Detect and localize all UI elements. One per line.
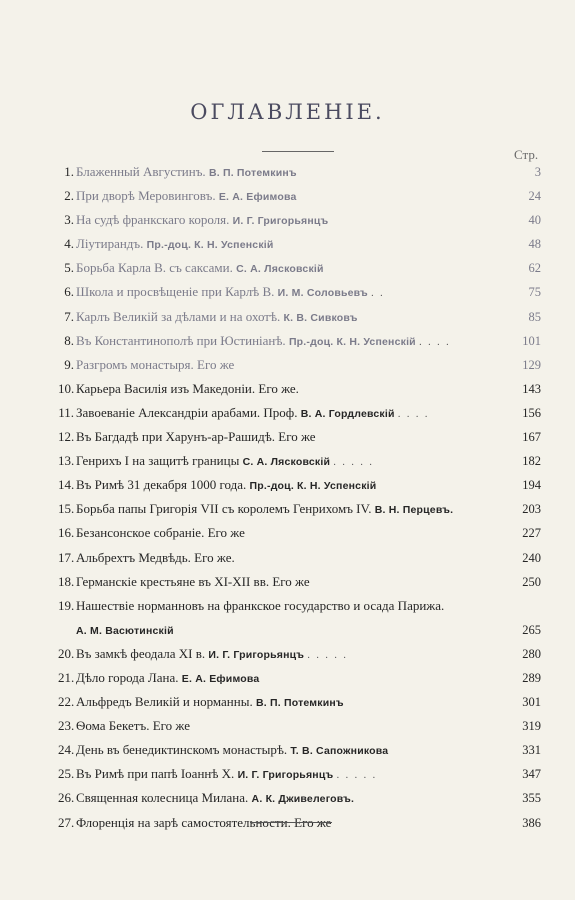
entry-page-number: 194 (522, 478, 541, 493)
entry-page-number: 3 (534, 165, 541, 179)
leader-dots: . . . . . (333, 457, 374, 469)
toc-entry (0, 232, 575, 256)
entry-line (76, 449, 374, 475)
entry-author: И. М. Соловьевъ (277, 287, 368, 300)
entry-number: 18. (58, 573, 75, 589)
entry-title: Германскіе крестьяне въ XI-XII вв. Его же (76, 573, 310, 589)
entry-number: 12. (58, 429, 75, 445)
entry-author: Пр.-доц. К. Н. Успенскій (249, 480, 377, 493)
entry-page-number: 167 (522, 430, 541, 445)
entry-title: Карлъ Великій за дѣлами и на охотѣ. (76, 308, 281, 324)
entry-number: 14. (58, 477, 75, 493)
entry-number: 10. (58, 380, 75, 396)
entry-line (76, 353, 234, 379)
entry-page-number: 182 (522, 454, 541, 469)
entry-page-number: 301 (522, 695, 541, 710)
entry-line (76, 618, 174, 644)
toc-entry (0, 256, 575, 280)
entry-number: 1. (64, 164, 74, 179)
entry-number: 4. (64, 236, 74, 252)
entry-page-number: 62 (528, 261, 541, 276)
entry-title: Въ Римѣ при папѣ Іоаннѣ X. (76, 766, 235, 782)
entry-number: 3. (64, 212, 74, 228)
entry-author: Е. А. Ефимова (181, 672, 260, 685)
entry-number: 7. (64, 308, 74, 324)
entry-number: 22. (58, 694, 75, 710)
entry-page-number: 227 (522, 526, 541, 541)
entry-title: Альфредъ Великій и норманны. (76, 694, 253, 710)
entry-title: Борьба папы Григорія VII съ королемъ Генрихомъ IV. (76, 501, 372, 517)
entry-number: 25. (58, 766, 75, 782)
entry-line (76, 521, 245, 547)
entry-page-number: 347 (522, 767, 541, 782)
toc-entry (0, 329, 575, 353)
toc-entry (0, 546, 575, 570)
entry-page-number: 265 (522, 622, 541, 637)
toc-entry (0, 473, 575, 497)
entry-title: Нашествіе норманновъ на франкское государство и осада Парижа. (76, 597, 445, 613)
entry-title: На судѣ франкскаго короля. (76, 212, 230, 228)
entry-author: И. Г. Григорьянцъ (232, 215, 329, 228)
entry-number: 19. (58, 597, 75, 613)
entry-author: А. К. Дживелеговъ. (251, 793, 355, 806)
page-column-label: Стр. (514, 147, 539, 162)
entry-line (76, 762, 377, 788)
entry-line (76, 280, 385, 306)
entry-author: Пр.-доц. К. Н. Успенскій (288, 335, 416, 348)
entry-title: Безансонское собраніе. Его же (76, 525, 245, 541)
entry-author: В. П. Потемкинъ (255, 697, 344, 710)
entry-title: День въ бенедиктинскомъ монастырѣ. (76, 742, 288, 758)
toc-entry (0, 642, 575, 666)
entry-page-number: 75 (528, 285, 541, 300)
entry-number: 11. (58, 404, 74, 420)
entry-number: 9. (64, 356, 74, 372)
toc-entry (0, 714, 575, 738)
toc-list (0, 160, 575, 835)
entry-author: С. А. Лясковскій (236, 263, 324, 276)
entry-author: В. А. Гордлевскій (300, 407, 395, 420)
entry-number: 6. (64, 284, 74, 300)
entry-author: А. М. Васютинскій (76, 624, 174, 637)
entry-page-number: 101 (522, 333, 541, 348)
entry-title: Въ Римѣ 31 декабря 1000 года. (76, 477, 247, 493)
entry-line (76, 160, 297, 186)
entry-number: 5. (64, 260, 74, 276)
entry-page-number: 319 (522, 719, 541, 734)
entry-title: Борьба Карла В. съ саксами. (76, 260, 233, 276)
entry-number: 16. (58, 525, 75, 541)
entry-author: В. П. Потемкинъ (208, 167, 297, 179)
entry-author: К. В. Сивковъ (283, 311, 358, 324)
toc-entry (0, 184, 575, 208)
entry-page-number: 40 (528, 213, 541, 228)
entry-author: Е. А. Ефимова (218, 191, 297, 204)
entry-title: Завоеваніе Александріи арабами. Проф. (76, 404, 298, 420)
entry-title: Въ замкѣ феодала XI в. (76, 645, 206, 661)
toc-entry (0, 208, 575, 232)
entry-title: Школа и просвѣщеніе при Карлѣ В. (76, 284, 275, 300)
entry-title: Дѣло города Лана. (76, 669, 179, 685)
toc-entry (0, 690, 575, 714)
entry-line (76, 594, 444, 620)
entry-page-number: 355 (522, 791, 541, 806)
entry-line (76, 329, 451, 355)
leader-dots: . . . . (397, 408, 430, 420)
entry-line (76, 256, 324, 282)
entry-title: Генрихъ I на защитѣ границы (76, 453, 240, 469)
entry-number: 27. (58, 814, 75, 830)
entry-page-number: 48 (528, 237, 541, 252)
toc-entry (0, 377, 575, 401)
leader-dots: . . . . (419, 336, 451, 348)
toc-entry (0, 521, 575, 545)
leader-dots: . . . . . (307, 649, 348, 661)
entry-author: С. А. Лясковскій (242, 456, 331, 469)
entry-title: Флоренція на зарѣ самостоятельности. Его же (76, 814, 332, 830)
entry-number: 24. (58, 742, 75, 758)
title-divider (262, 151, 334, 152)
entry-line (76, 184, 297, 210)
entry-line (76, 546, 235, 572)
entry-line (76, 497, 453, 523)
leader-dots: . . (371, 288, 385, 300)
entry-page-number: 331 (522, 743, 541, 758)
entry-number: 15. (58, 501, 75, 517)
entry-page-number: 203 (522, 502, 541, 517)
entry-page-number: 386 (522, 815, 541, 830)
entry-number: 8. (64, 332, 74, 348)
toc-entry (0, 280, 575, 304)
entry-number: 20. (58, 645, 75, 661)
entry-author: И. Г. Григорьянцъ (208, 648, 305, 661)
entry-page-number: 143 (522, 381, 541, 396)
toc-entry (0, 762, 575, 786)
footer-divider (250, 822, 332, 823)
entry-line (76, 425, 316, 451)
entry-title: Разгромъ монастыря. Его же (76, 356, 235, 372)
toc-entry (0, 353, 575, 377)
entry-line (76, 714, 190, 740)
entry-line (76, 786, 354, 812)
entry-line (76, 377, 299, 403)
entry-title: При дворѣ Меровинговъ. (76, 188, 216, 204)
entry-number: 17. (58, 549, 75, 565)
toc-entry (0, 449, 575, 473)
entry-page-number: 240 (522, 550, 541, 565)
entry-number: 13. (58, 453, 75, 469)
toc-entry (0, 738, 575, 762)
toc-entry (0, 425, 575, 449)
leader-dots: . . . . . (336, 770, 378, 782)
entry-number: 26. (58, 790, 75, 806)
entry-title: Ліутирандъ. (76, 236, 144, 252)
entry-line (76, 473, 376, 499)
entry-line (76, 811, 331, 837)
entry-line (76, 208, 328, 234)
toc-entry (0, 594, 575, 618)
toc-entry (0, 618, 575, 642)
entry-number: 2. (64, 188, 74, 204)
entry-page-number: 129 (522, 357, 541, 372)
entry-page-number: 289 (522, 670, 541, 685)
entry-page-number: 280 (522, 646, 541, 661)
toc-entry (0, 666, 575, 690)
entry-title: Въ Багдадѣ при Харунъ-ар-Рашидѣ. Его же (76, 429, 316, 445)
toc-entry (0, 160, 575, 184)
entry-author: И. Г. Григорьянцъ (237, 769, 334, 782)
entry-line (76, 666, 259, 692)
entry-line (76, 401, 429, 427)
entry-line (76, 738, 388, 764)
toc-entry (0, 570, 575, 594)
entry-number: 21. (58, 669, 75, 685)
entry-title: Карьера Василія изъ Македоніи. Его же. (76, 380, 299, 396)
entry-page-number: 156 (522, 405, 541, 420)
toc-entry (0, 786, 575, 810)
entry-line (76, 642, 348, 668)
entry-line (76, 232, 274, 258)
toc-entry (0, 305, 575, 329)
entry-number: 23. (58, 718, 75, 734)
entry-title: Въ Константинополѣ при Юстиніанѣ. (76, 332, 286, 348)
toc-entry (0, 401, 575, 425)
entry-author: Т. В. Сапожникова (290, 745, 389, 758)
entry-title: Блаженный Августинъ. (76, 164, 206, 179)
entry-title: Альбрехтъ Медвѣдь. Его же. (76, 549, 235, 565)
toc-entry (0, 497, 575, 521)
entry-line (76, 570, 310, 596)
page-title: ОГЛАВЛЕНІЕ. (190, 100, 385, 124)
entry-page-number: 24 (528, 189, 541, 204)
entry-page-number: 250 (522, 574, 541, 589)
entry-line (76, 305, 358, 331)
entry-title: Священная колесница Милана. (76, 790, 249, 806)
entry-line (76, 690, 344, 716)
entry-author: В. Н. Перцевъ. (374, 504, 454, 517)
entry-page-number: 85 (528, 309, 541, 324)
entry-title: Ѳома Бекетъ. Его же (76, 718, 190, 734)
entry-author: Пр.-доц. К. Н. Успенскій (146, 239, 274, 252)
